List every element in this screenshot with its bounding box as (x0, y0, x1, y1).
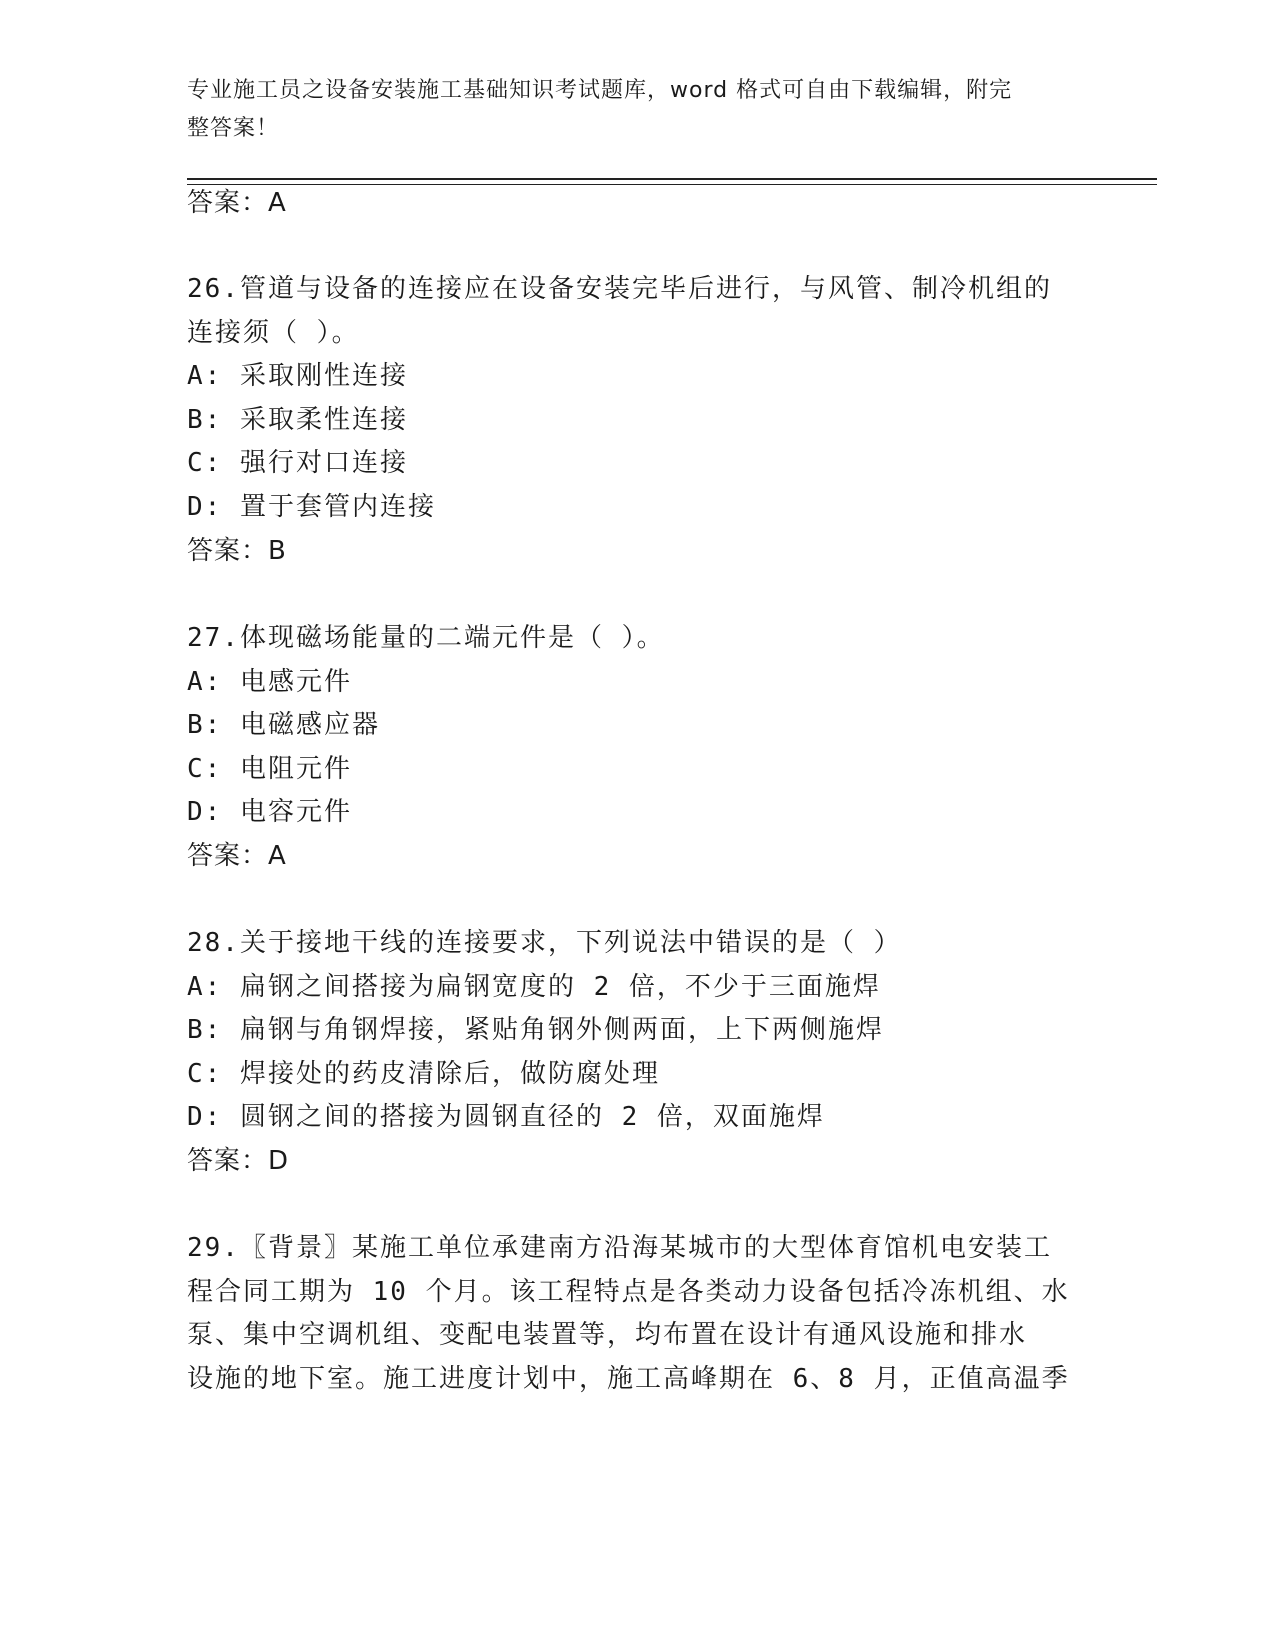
answer-28: 答案：D (187, 1146, 290, 1176)
question-29-stem-line-3: 泵、集中空调机组、变配电装置等，均布置在设计有通风设施和排水 (187, 1320, 1028, 1350)
answer-27: 答案：A (187, 841, 287, 871)
answer-25: 答案：A (187, 188, 287, 218)
question-28-option-b: B: 扁钢与角钢焊接，紧贴角钢外侧两面，上下两侧施焊 (187, 1015, 884, 1045)
header-line-2: 整答案！ (187, 116, 280, 141)
question-26-stem-line-2: 连接须（ ）。 (187, 318, 360, 348)
question-28-option-d: D: 圆钢之间的搭接为圆钢直径的 2 倍，双面施焊 (187, 1102, 825, 1132)
header-line-1: 专业施工员之设备安装施工基础知识考试题库，word 格式可自由下载编辑，附完 (187, 78, 1013, 103)
question-28-option-c: C: 焊接处的药皮清除后，做防腐处理 (187, 1059, 660, 1089)
question-26-option-c: C: 强行对口连接 (187, 448, 408, 478)
question-27-option-b: B: 电磁感应器 (187, 710, 380, 740)
header-divider-thin (187, 184, 1157, 185)
question-29-stem-line-4: 设施的地下室。施工进度计划中，施工高峰期在 6、8 月，正值高温季 (187, 1364, 1070, 1394)
question-26-option-b: B: 采取柔性连接 (187, 405, 408, 435)
answer-26: 答案：B (187, 536, 287, 566)
question-27-option-a: A: 电感元件 (187, 667, 352, 697)
question-27-option-d: D: 电容元件 (187, 797, 352, 827)
question-26-option-a: A: 采取刚性连接 (187, 361, 408, 391)
document-header (187, 72, 1067, 148)
question-28-stem-line-1: 28.关于接地干线的连接要求，下列说法中错误的是（ ） (187, 928, 902, 958)
header-divider-thick (187, 178, 1157, 180)
question-29-stem-line-2: 程合同工期为 10 个月。该工程特点是各类动力设备包括冷冻机组、水 (187, 1277, 1070, 1307)
question-28-option-a: A: 扁钢之间搭接为扁钢宽度的 2 倍，不少于三面施焊 (187, 972, 881, 1002)
question-29-stem-line-1: 29.〖背景〗某施工单位承建南方沿海某城市的大型体育馆机电安装工 (187, 1233, 1052, 1263)
question-26-stem-line-1: 26.管道与设备的连接应在设备安装完毕后进行，与风管、制冷机组的 (187, 274, 1052, 304)
question-27-stem-line-1: 27.体现磁场能量的二端元件是（ ）。 (187, 623, 665, 653)
question-26-option-d: D: 置于套管内连接 (187, 492, 436, 522)
question-27-option-c: C: 电阻元件 (187, 754, 352, 784)
